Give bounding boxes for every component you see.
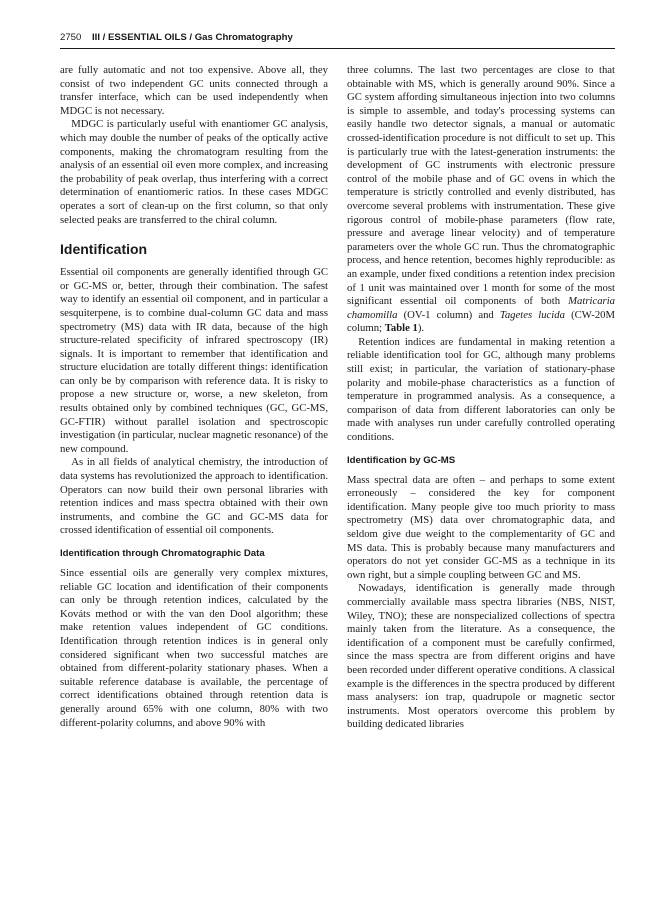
- paragraph: MDGC is particularly useful with enantiomer GC analysis, which may double the number of peaks of the optically active components, making the chromatogram resulting from the analysis of an essential oil even more complex, and increasing the probability of peak overlap, thus interfering with a correct determination of enantiomeric ratios. In these cases MDGC operates a sort of clean-up on the first column, so that only selected peaks are transferred to the chiral column.: [60, 118, 328, 226]
- paragraph: Nowadays, identification is generally made through commercially available mass spectra libraries (NBS, NIST, Wiley, TNO); these are nonspecialized collections of spectra mainly taken from the literature. As a consequence, the identification of a component must be carefully confirmed, since the mass spectra are from different origins and have been recorded under different operative conditions. A classical example is the differences in the spectra produced by different mass analysers: ion trap, quadrupole or magnetic sector instruments. Most operators overcome this problem by building dedicated libraries: [347, 582, 615, 731]
- page: [60, 30, 615, 880]
- left-column: [60, 64, 328, 730]
- species-name: Matricaria chamomilla: [347, 295, 616, 321]
- running-title: III / ESSENTIAL OILS / Gas Chromatography: [92, 32, 293, 43]
- subsection-heading-gcms: Identification by GC-MS: [347, 454, 456, 466]
- paragraph-text: (OV-1 column) and: [403, 308, 494, 321]
- right-column: [347, 64, 615, 732]
- paragraph: Since essential oils are generally very complex mixtures, reliable GC location and identification of their components can only be through retention indices, calculated by the Kováts method or with the van den Dool algorithm; these make retention values independent of GC conditions. Identification through retention indices is in general only considered significant when two successful matches are obtained from different-polarity stationary phases. When a suitable reference database is available, the percentage of correct identifications obtained through retention data is generally around 65% with one column, 80% with two different-polarity columns, and above 90% with: [60, 567, 328, 729]
- paragraph: are fully automatic and not too expensive. Above all, they consist of two independent GC units connected through a transfer interface, which can be used independently when MDGC is not necessary.: [60, 64, 328, 117]
- header-rule: [60, 48, 615, 49]
- paragraph-text: three columns. The last two percentages are close to that obtainable with MS, which is generally around 90%. Since a GC system affording simultaneous injection into two columns is simple to assemble, and today's processing systems can easily handle two detector signals, a manual or automatic crossed-identification procedure is not difficult to set up. This is particularly true with the latest-generation instruments: the development of GC instruments with electronic pressure control of the mobile phase and of GC ovens in which the temperature is strictly controlled and evenly distributed, has overcome several problems with instrumentation. These give rigorous control of mobile-phase parameters (flow rate, pressure and average linear velocity) and of temperature parameters over the whole GC run. Thus the chromatographic process, and hence retention, becomes highly reproducible: as an example, under fixed conditions a retention index precision of 1 unit was maintained over 1 month for some of the most significant essential oil components of both: [347, 64, 615, 308]
- running-head: [60, 30, 615, 46]
- paragraph: As in all fields of analytical chemistry, the introduction of data systems has revolutionized the approach to identification. Operators can now build their own personal libraries with retention indices and mass spectra obtained with their own instruments, and combine the GC and GC-MS data for crossed identification of essential oil components.: [60, 456, 328, 537]
- paragraph: Mass spectral data are often – and perhaps to some extent erroneously – considered the key for component identification. Many people give too much priority to mass spectrometry (MS) data over chromatographic data, and seldom give due weight to the complementarity of GC and MS data. This is probably because many manufacturers and operators do not yet consider GC-MS as a technique in its own right, but a simple coupling between GC and MS.: [347, 473, 615, 581]
- paragraph: Essential oil components are generally identified through GC or GC-MS or, better, through their combination. The safest way to identify an essential oil component, and in particular a sesquiterpene, is to combine dual-column GC data and mass spectrometry (MS) data with IR data, because of the high structure-related specificity of infrared spectroscopy (IR) signals. It is important to remember that identification and structure elucidation are totally different things: identification can only be by comparison with reference data. It is risky to propose a new structure or, worse, a new skeleton, from results obtained only by combined techniques (GC, GC-MS, GC-FTIR) without parallel isolation and spectroscopic investigation (in particular, nuclear magnetic resonance) of the new compound.: [60, 266, 328, 455]
- section-heading-identification: Identification: [60, 241, 148, 258]
- page-number: 2750: [60, 32, 82, 43]
- paragraph: [347, 64, 615, 336]
- paragraph-text: ).: [417, 322, 425, 335]
- paragraph: Retention indices are fundamental in making retention a reliable identification tool for GC, although many problems still exist; in particular, the variation of stationary-phase polarity and mobile-phase characteristics as a function of temperature in programmed analysis. As a consequence, a comparison of data from different laboratories can only be made with analyses run under carefully controlled operating conditions.: [347, 335, 615, 444]
- paragraph-text: (CW-20M column;: [347, 308, 616, 335]
- table-reference[interactable]: Table 1: [384, 322, 418, 335]
- subsection-heading-chromatographic: Identification through Chromatographic Data: [60, 548, 265, 559]
- species-name: Tagetes lucida: [499, 308, 565, 321]
